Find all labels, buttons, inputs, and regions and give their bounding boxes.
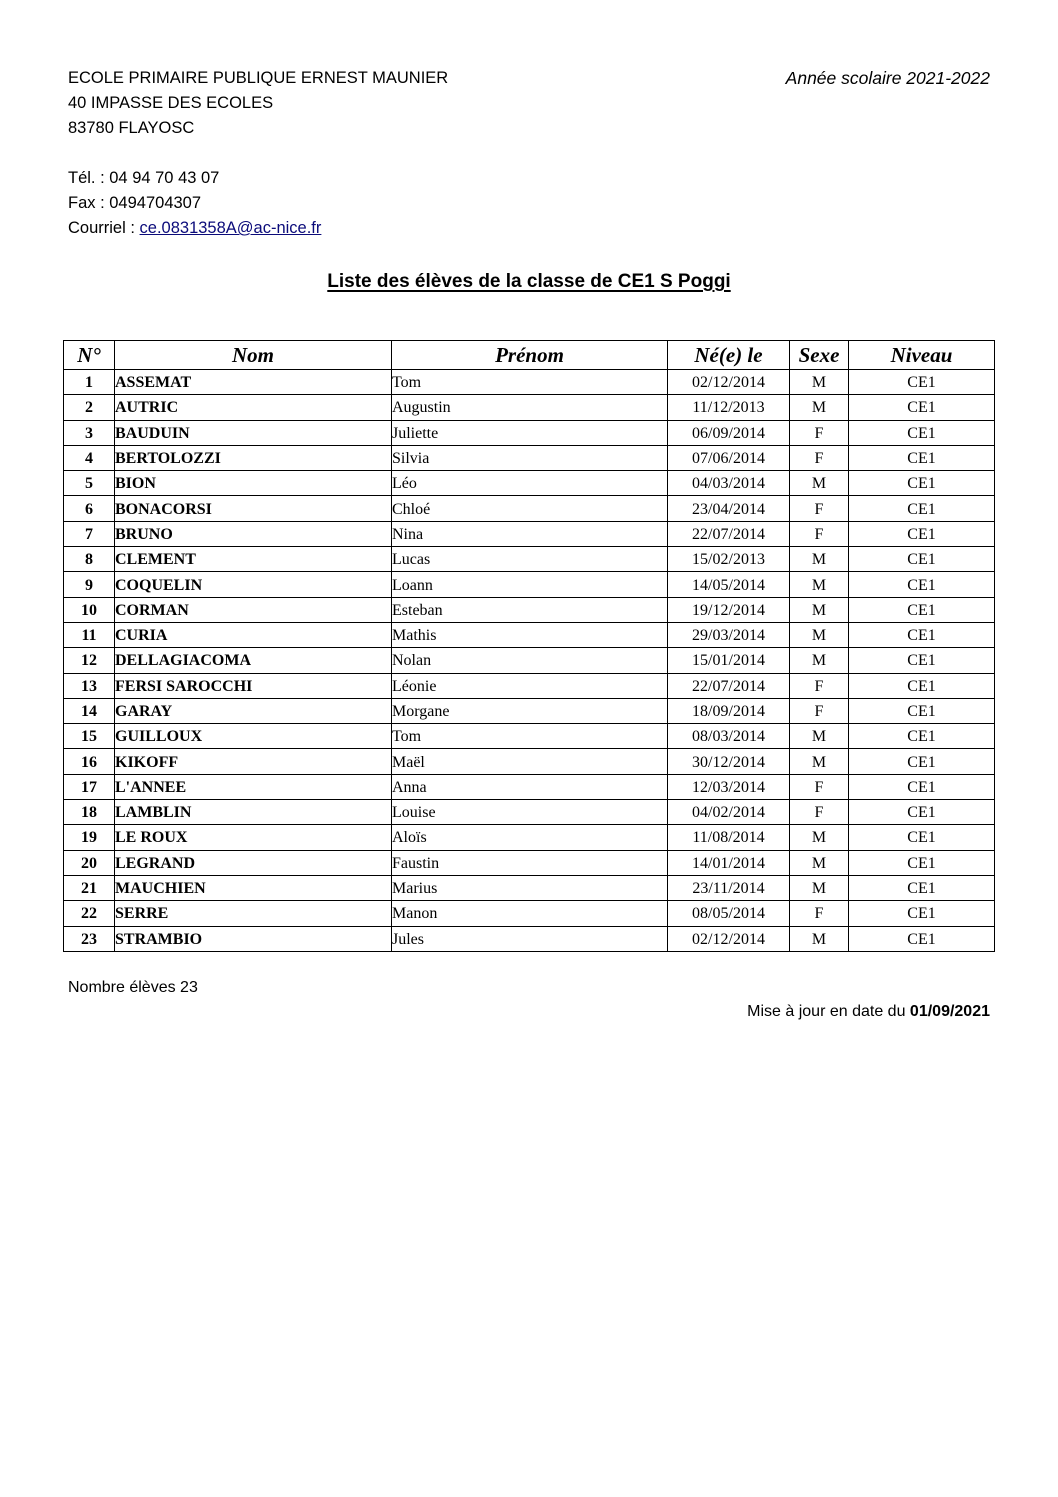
update-date: 01/09/2021 [909, 1003, 990, 1020]
cell-birthdate: 29/03/2014 [668, 622, 790, 647]
cell-sexe: M [790, 471, 849, 496]
cell-number: 2 [64, 395, 115, 420]
cell-birthdate: 23/04/2014 [668, 496, 790, 521]
cell-birthdate: 30/12/2014 [668, 749, 790, 774]
cell-nom: DELLAGIACOMA [115, 648, 392, 673]
cell-sexe: M [790, 926, 849, 951]
column-header-number: N° [64, 341, 115, 370]
cell-niveau: CE1 [849, 926, 995, 951]
cell-birthdate: 12/03/2014 [668, 774, 790, 799]
email-line [68, 216, 448, 241]
spacer [68, 141, 448, 166]
cell-number: 13 [64, 673, 115, 698]
cell-nom: GARAY [115, 698, 392, 723]
cell-nom: BONACORSI [115, 496, 392, 521]
cell-prenom: Esteban [392, 597, 668, 622]
address-line-1: 40 IMPASSE DES ECOLES [68, 94, 274, 112]
cell-niveau: CE1 [849, 673, 995, 698]
cell-sexe: M [790, 648, 849, 673]
cell-niveau: CE1 [849, 749, 995, 774]
cell-number: 19 [64, 825, 115, 850]
cell-niveau: CE1 [849, 850, 995, 875]
cell-niveau: CE1 [849, 774, 995, 799]
table-row [64, 572, 995, 597]
cell-number: 18 [64, 800, 115, 825]
cell-prenom: Loann [392, 572, 668, 597]
cell-number: 9 [64, 572, 115, 597]
cell-birthdate: 23/11/2014 [668, 875, 790, 900]
column-header-prenom: Prénom [392, 341, 668, 370]
cell-number: 21 [64, 875, 115, 900]
cell-niveau: CE1 [849, 395, 995, 420]
cell-birthdate: 08/05/2014 [668, 901, 790, 926]
cell-prenom: Anna [392, 774, 668, 799]
cell-sexe: F [790, 521, 849, 546]
cell-niveau: CE1 [849, 724, 995, 749]
cell-niveau: CE1 [849, 698, 995, 723]
school-year: Année scolaire 2021-2022 [785, 68, 990, 88]
cell-nom: BAUDUIN [115, 420, 392, 445]
table-row [64, 521, 995, 546]
cell-birthdate: 11/08/2014 [668, 825, 790, 850]
cell-sexe: F [790, 673, 849, 698]
cell-nom: STRAMBIO [115, 926, 392, 951]
cell-nom: BERTOLOZZI [115, 445, 392, 470]
cell-sexe: M [790, 572, 849, 597]
table-body [64, 370, 995, 952]
table-row [64, 926, 995, 951]
table-row [64, 673, 995, 698]
cell-number: 5 [64, 471, 115, 496]
cell-nom: ASSEMAT [115, 370, 392, 395]
cell-nom: CURIA [115, 622, 392, 647]
cell-prenom: Juliette [392, 420, 668, 445]
cell-number: 14 [64, 698, 115, 723]
school-header [68, 66, 448, 241]
cell-sexe: M [790, 850, 849, 875]
cell-niveau: CE1 [849, 572, 995, 597]
cell-number: 11 [64, 622, 115, 647]
cell-number: 3 [64, 420, 115, 445]
cell-niveau: CE1 [849, 471, 995, 496]
cell-birthdate: 14/05/2014 [668, 572, 790, 597]
email-label: Courriel : [68, 219, 140, 237]
cell-birthdate: 15/01/2014 [668, 648, 790, 673]
cell-number: 23 [64, 926, 115, 951]
cell-prenom: Louise [392, 800, 668, 825]
table-row [64, 648, 995, 673]
table-row [64, 370, 995, 395]
cell-nom: MAUCHIEN [115, 875, 392, 900]
cell-niveau: CE1 [849, 597, 995, 622]
table-row [64, 622, 995, 647]
cell-prenom: Morgane [392, 698, 668, 723]
cell-prenom: Tom [392, 724, 668, 749]
address-line-2: 83780 FLAYOSC [68, 119, 195, 137]
email-link[interactable]: ce.0831358A@ac-nice.fr [139, 219, 322, 237]
table-row [64, 825, 995, 850]
cell-sexe: M [790, 597, 849, 622]
cell-niveau: CE1 [849, 825, 995, 850]
cell-birthdate: 07/06/2014 [668, 445, 790, 470]
cell-niveau: CE1 [849, 622, 995, 647]
cell-prenom: Aloïs [392, 825, 668, 850]
cell-number: 16 [64, 749, 115, 774]
cell-niveau: CE1 [849, 445, 995, 470]
cell-birthdate: 04/03/2014 [668, 471, 790, 496]
table-row [64, 547, 995, 572]
cell-nom: FERSI SAROCCHI [115, 673, 392, 698]
cell-nom: SERRE [115, 901, 392, 926]
cell-nom: LEGRAND [115, 850, 392, 875]
cell-sexe: F [790, 800, 849, 825]
cell-nom: COQUELIN [115, 572, 392, 597]
cell-birthdate: 14/01/2014 [668, 850, 790, 875]
table-row [64, 774, 995, 799]
cell-niveau: CE1 [849, 648, 995, 673]
table-row [64, 420, 995, 445]
cell-birthdate: 11/12/2013 [668, 395, 790, 420]
column-header-birthdate: Né(e) le [668, 341, 790, 370]
cell-number: 10 [64, 597, 115, 622]
cell-prenom: Tom [392, 370, 668, 395]
cell-number: 1 [64, 370, 115, 395]
cell-sexe: M [790, 875, 849, 900]
cell-birthdate: 08/03/2014 [668, 724, 790, 749]
cell-niveau: CE1 [849, 370, 995, 395]
cell-sexe: M [790, 622, 849, 647]
cell-sexe: F [790, 496, 849, 521]
column-header-niveau: Niveau [849, 341, 995, 370]
cell-niveau: CE1 [849, 901, 995, 926]
cell-nom: LE ROUX [115, 825, 392, 850]
table-row [64, 471, 995, 496]
table-row [64, 901, 995, 926]
cell-prenom: Léo [392, 471, 668, 496]
cell-prenom: Nina [392, 521, 668, 546]
update-label: Mise à jour en date du [747, 1003, 910, 1020]
cell-prenom: Chloé [392, 496, 668, 521]
cell-nom: L'ANNEE [115, 774, 392, 799]
cell-birthdate: 22/07/2014 [668, 521, 790, 546]
cell-nom: CLEMENT [115, 547, 392, 572]
table-row [64, 724, 995, 749]
cell-nom: KIKOFF [115, 749, 392, 774]
cell-sexe: F [790, 445, 849, 470]
cell-nom: BRUNO [115, 521, 392, 546]
cell-birthdate: 15/02/2013 [668, 547, 790, 572]
cell-sexe: M [790, 825, 849, 850]
page-title-text: Liste des élèves de la classe de CE1 S Poggi [327, 271, 731, 292]
cell-number: 17 [64, 774, 115, 799]
table-row [64, 597, 995, 622]
cell-sexe: M [790, 724, 849, 749]
cell-prenom: Mathis [392, 622, 668, 647]
table-row [64, 698, 995, 723]
table-row [64, 875, 995, 900]
cell-sexe: M [790, 547, 849, 572]
cell-number: 12 [64, 648, 115, 673]
cell-birthdate: 06/09/2014 [668, 420, 790, 445]
table-row [64, 445, 995, 470]
cell-birthdate: 18/09/2014 [668, 698, 790, 723]
cell-birthdate: 02/12/2014 [668, 926, 790, 951]
cell-sexe: M [790, 370, 849, 395]
cell-sexe: F [790, 901, 849, 926]
cell-prenom: Jules [392, 926, 668, 951]
cell-niveau: CE1 [849, 496, 995, 521]
cell-nom: BION [115, 471, 392, 496]
student-count: Nombre élèves 23 [68, 979, 198, 996]
cell-niveau: CE1 [849, 521, 995, 546]
cell-prenom: Lucas [392, 547, 668, 572]
table-row [64, 749, 995, 774]
cell-prenom: Marius [392, 875, 668, 900]
cell-prenom: Faustin [392, 850, 668, 875]
phone-number: Tél. : 04 94 70 43 07 [68, 169, 220, 187]
cell-birthdate: 04/02/2014 [668, 800, 790, 825]
cell-number: 4 [64, 445, 115, 470]
cell-prenom: Silvia [392, 445, 668, 470]
cell-number: 15 [64, 724, 115, 749]
cell-number: 6 [64, 496, 115, 521]
school-name: ECOLE PRIMAIRE PUBLIQUE ERNEST MAUNIER [68, 69, 449, 87]
cell-birthdate: 02/12/2014 [668, 370, 790, 395]
cell-number: 8 [64, 547, 115, 572]
column-header-sexe: Sexe [790, 341, 849, 370]
cell-prenom: Manon [392, 901, 668, 926]
cell-prenom: Nolan [392, 648, 668, 673]
fax-number: Fax : 0494704307 [68, 194, 202, 212]
cell-birthdate: 19/12/2014 [668, 597, 790, 622]
cell-birthdate: 22/07/2014 [668, 673, 790, 698]
cell-prenom: Augustin [392, 395, 668, 420]
cell-niveau: CE1 [849, 420, 995, 445]
cell-sexe: M [790, 395, 849, 420]
cell-nom: AUTRIC [115, 395, 392, 420]
cell-nom: LAMBLIN [115, 800, 392, 825]
cell-nom: GUILLOUX [115, 724, 392, 749]
table-row [64, 496, 995, 521]
cell-sexe: M [790, 749, 849, 774]
cell-prenom: Léonie [392, 673, 668, 698]
student-table [63, 340, 995, 952]
cell-number: 22 [64, 901, 115, 926]
cell-niveau: CE1 [849, 875, 995, 900]
table-row [64, 800, 995, 825]
update-note [747, 1003, 990, 1021]
page-title [0, 268, 1058, 296]
cell-sexe: F [790, 774, 849, 799]
table-row [64, 395, 995, 420]
cell-sexe: F [790, 420, 849, 445]
cell-niveau: CE1 [849, 547, 995, 572]
cell-number: 7 [64, 521, 115, 546]
cell-number: 20 [64, 850, 115, 875]
cell-niveau: CE1 [849, 800, 995, 825]
cell-nom: CORMAN [115, 597, 392, 622]
column-header-nom: Nom [115, 341, 392, 370]
cell-sexe: F [790, 698, 849, 723]
cell-prenom: Maël [392, 749, 668, 774]
table-header-row [64, 341, 995, 370]
table-row [64, 850, 995, 875]
